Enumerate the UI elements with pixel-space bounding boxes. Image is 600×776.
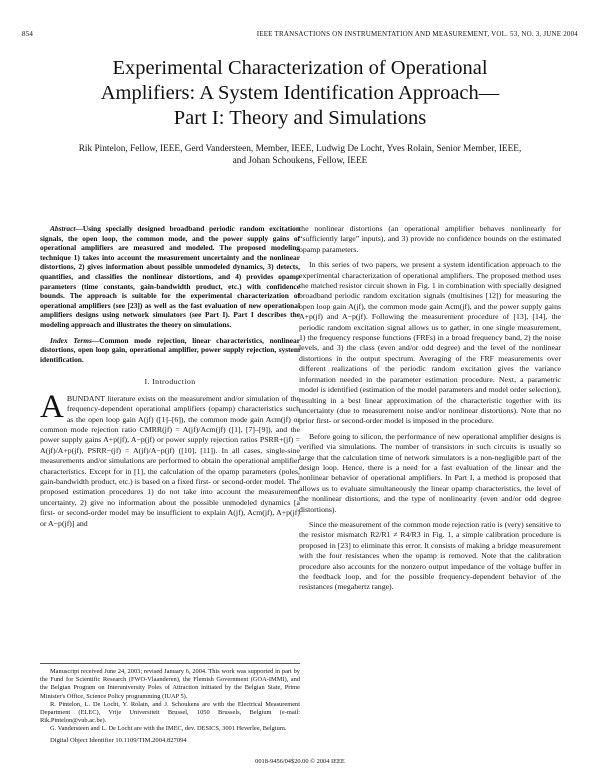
footnote-paragraph: R. Pintelon, L. De Locht, Y. Rolain, and J. Schoukens are with the Electrical Measurement Department (ELEC), Vrije Universiteit Brussel, 1050 Brussels, Belgium (e-mail: Rik.Pintelon@vub.ac.be). bbox=[40, 700, 300, 725]
body-paragraph: Before going to silicon, the performance of new operational amplifier designs is verified via simulations. The number of transistors in such circuits is usually so large that the calculation time of network simulators is a non-negligible part of the design loop. Hence, there is a need for a fast evaluation of the linear and the nonlinear behavior of operational amplifiers. In Part I, a method is proposed that allows us to evaluate simultaneously the linear opamp characteristics, the level of the nonlinear distortions, and the type of nonlinearity (even and/or odd degree distortions). bbox=[299, 431, 561, 514]
journal-name: IEEE TRANSACTIONS ON INSTRUMENTATION AND MEASUREMENT, VOL. 53, NO. 3, JUNE 2004 bbox=[256, 30, 578, 38]
footnote-paragraph: Manuscript received June 24, 2003; revised January 6, 2004. This work was supported in part by the Fund for Scientific Research (FWO-Vlaanderen), the Flemish Government (GOA-IMMI), and the Belgian Program on Interuniversity Poles of Attraction initiated by the Belgian State, Prime Minister's Office, Science Policy programming (IUAP 5). bbox=[40, 668, 300, 700]
abstract bbox=[40, 224, 300, 330]
title-line: Experimental Characterization of Operational bbox=[112, 57, 488, 79]
right-column bbox=[299, 224, 561, 593]
abstract-text: Using specially designed broadband periodic random excitation signals, the open loop, the common mode, and the power supply gains of operational amplifiers are measured and modeled. The proposed modeling technique 1) takes into account the measurement uncertainty and the nonlinear distortions, 2) gives information about possible unmodeled dynamics, 3) detects, quantifies, and classifies the nonlinear distortions, and 4) provides opamp parameters (time constants, gain-bandwidth product, etc.) with confidence bounds. The approach is suitable for the experimental characterization of operational amplifiers (see [23]) as well as the fast evaluation of new operational amplifiers designs using network simulators (see Part I). Part I describes the modeling approach and illustrates the theory on simulations. bbox=[40, 224, 300, 329]
page-number: 854 bbox=[22, 30, 34, 38]
footnote bbox=[40, 663, 300, 745]
body-paragraph: Since the measurement of the common mode rejection ratio is (very) sensitive to the resistor mismatch R2/R1 ≠ R4/R3 in Fig. 1, a simple calibration procedure is proposed in [23] to eliminate this error. It consists of making a bridge measurement with the four resistances when the opamp is removed. Note that the calibration procedure also accounts for the nonzero output impedance of the voltage buffer in the feedback loop, and for the possible frequency-dependent behavior of the resistances (megahertz range). bbox=[299, 519, 561, 592]
drop-cap: A bbox=[40, 388, 64, 425]
author-list bbox=[30, 143, 570, 167]
author-line: and Johan Schoukens, Fellow, IEEE bbox=[232, 156, 368, 166]
copyright-line: 0018-9456/04$20.00 © 2004 IEEE bbox=[255, 758, 345, 765]
footnote-paragraph: G. Vandersteen and L. De Locht are with the IMEC, dev. DESICS, 3001 Heverlee, Belgium. bbox=[50, 725, 287, 733]
intro-text: BUNDANT literature exists on the measurement and/or simulation of the frequency-dependent operational amplifiers (opamp) characteristics such as the open loop gain A(jf) ([1]–[6]), the common mode gain Acm(jf) or common mode rejection ratio CMRR(jf) = A(jf)/Acm(jf) ([1], [7]–[9]), and the power supply gains A+p(jf), A−p(jf) or power supply rejection ratios PSRR+(jf) = A(jf)/A+p(jf), PSRR−(jf) = A(jf)/A−p(jf) ([10], [11]). In all cases, single-sine measurements and/or simulations are performed to obtain the operational amplifier characteristics. Except for in [1], the calculation of the opamp parameters (poles, gain-bandwidth product, etc.) is based on a fixed first- or second-order model. The proposed estimation procedures 1) do not take into account the measurement uncertainty, 2) give no information about the possible unmodeled dynamics [a first- or second-order model may be insufficient to explain A(jf), Acm(jf), A+p(jf) or A−p(jf)] and bbox=[40, 393, 300, 528]
running-header bbox=[22, 30, 578, 42]
index-terms bbox=[40, 336, 300, 365]
title-line: Amplifiers: A System Identification Approach— bbox=[100, 82, 500, 104]
index-terms-label: Index Terms— bbox=[50, 335, 100, 345]
doi: Digital Object Identifier 10.1109/TIM.2004.827094 bbox=[50, 736, 187, 744]
section-heading: I. Introduction bbox=[144, 377, 196, 387]
body-paragraph: the nonlinear distortions (an operational amplifier behaves nonlinearly for “sufficiently large” inputs), and 3) provide no confidence bounds on the estimated opamp parameters. bbox=[299, 224, 561, 254]
footnote-rule bbox=[40, 663, 300, 664]
title-line: Part I: Theory and Simulations bbox=[173, 107, 427, 129]
index-terms-text: Common mode rejection, linear characteristics, nonlinear distortions, open loop gain, operational amplifier, power supply rejection, system identification. bbox=[40, 335, 300, 364]
intro-paragraph bbox=[40, 388, 300, 529]
left-column bbox=[40, 224, 300, 529]
abstract-label: Abstract— bbox=[50, 224, 83, 233]
body-paragraph: In this series of two papers, we present a system identification approach to the experimental characterization of operational amplifiers. The proposed method uses the matched resistor circuit shown in Fig. 1 in combination with specially designed broadband periodic random excitation signals (multisines [12]) for measuring the open loop gain A(jf), the common mode gain Acm(jf), and the power supply gains A+p(jf) and A−p(jf). Following the measurement procedure of [13], [14], the periodic random excitation signal allows us to gather, in one single measurement, 1) the frequency response functions (FRFs) in a broad frequency band, 2) the noise levels, and 3) the class (even and/or odd degree) and the level of the nonlinear distortions in the output spectrum. Averaging of the FRF measurements over different realizations of the periodic random excitation gives the variance information needed in the parameter estimation procedure. Next, a parametric model is identified (estimation of the model parameters and model order selection), resulting in a best linear approximation of the characteristic together with its uncertainty (due to measurement noise and/or nonlinear distortions). Note that no prior first- or second-order model is imposed in the procedure. bbox=[299, 260, 561, 426]
author-line: Rik Pintelon, Fellow, IEEE, Gerd Vandersteen, Member, IEEE, Ludwig De Locht, Yves Rolain, Senior Member, IEEE, bbox=[78, 144, 522, 154]
paper-title bbox=[40, 56, 560, 131]
